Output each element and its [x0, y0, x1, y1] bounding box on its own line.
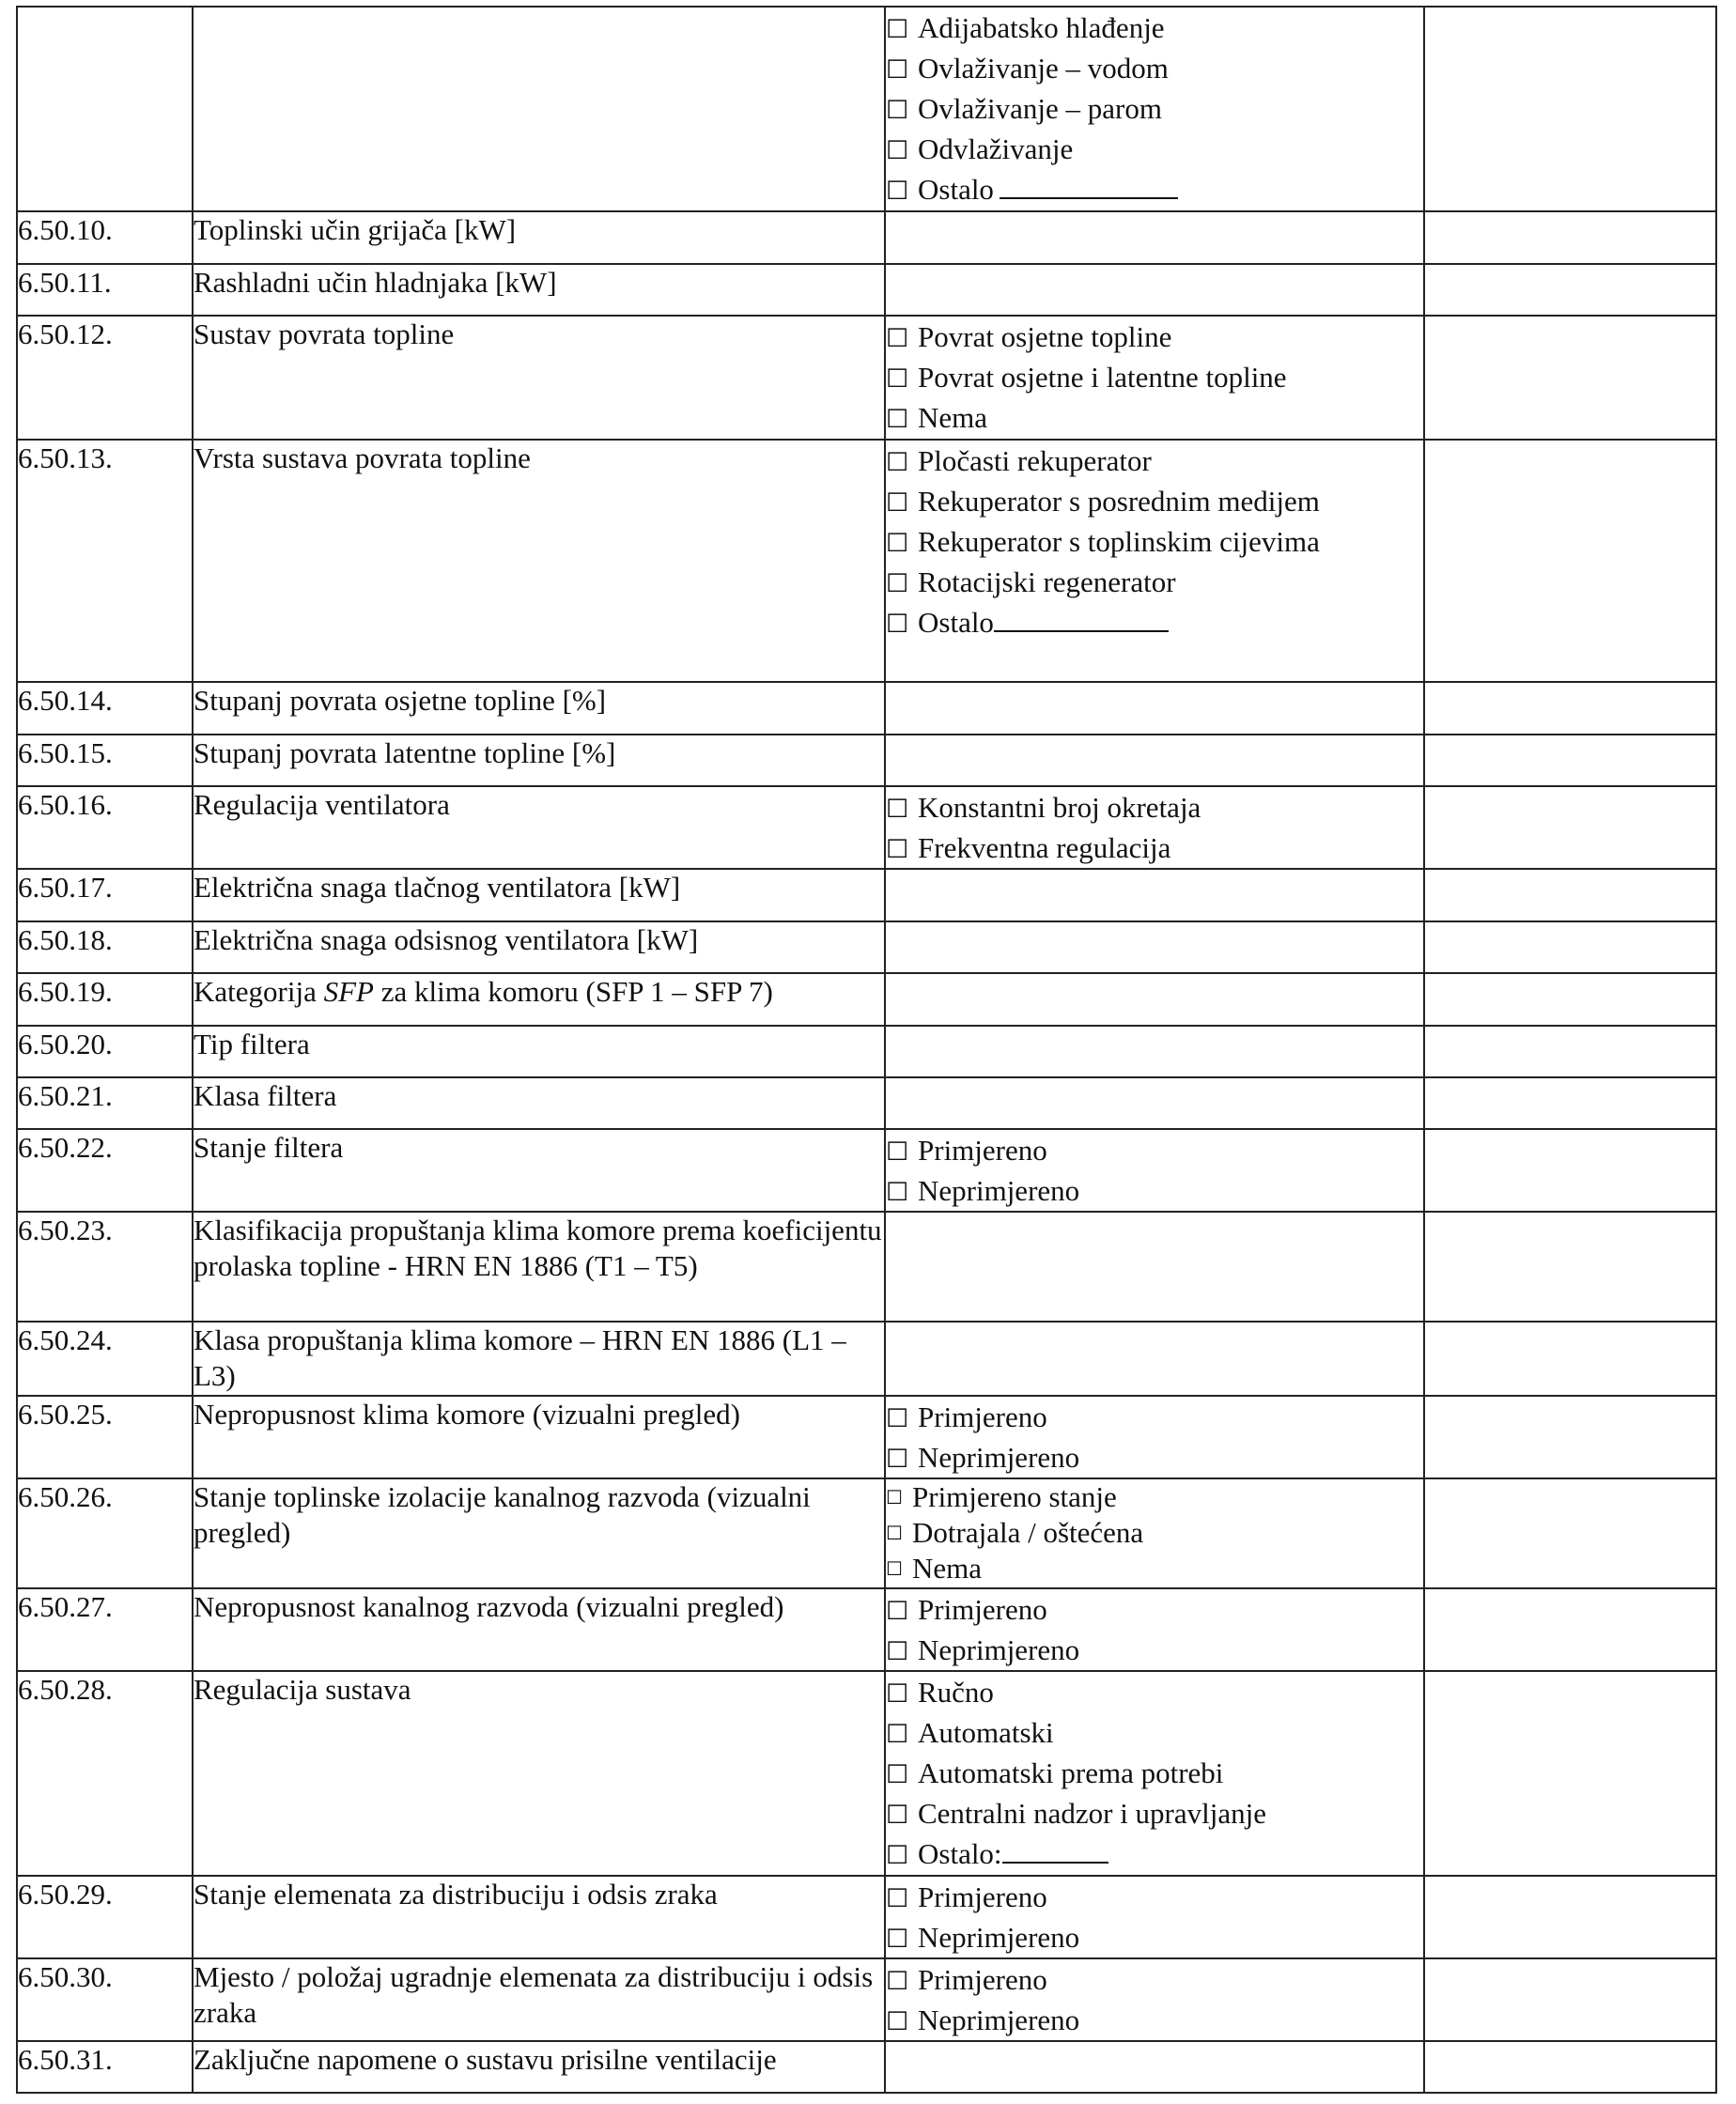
- item-description-text: Kategorija: [194, 975, 324, 1008]
- item-notes-cell[interactable]: [1424, 1129, 1716, 1212]
- item-description: Vrsta sustava povrata topline: [193, 440, 885, 682]
- item-description: Tip filtera: [193, 1026, 885, 1077]
- checkbox-icon[interactable]: ☐: [886, 1841, 909, 1870]
- checkbox-option[interactable]: [886, 2000, 1423, 2040]
- table-row: [17, 1876, 1716, 1958]
- table-row: [17, 316, 1716, 440]
- checkbox-label: Konstantni broj okretaja: [918, 791, 1201, 824]
- item-description-italic: SFP: [323, 975, 374, 1008]
- checkbox-icon[interactable]: ☐: [886, 136, 909, 165]
- item-number: 6.50.26.: [17, 1478, 193, 1588]
- item-number: 6.50.10.: [17, 211, 193, 264]
- item-description: Klasa propuštanja klima komore – HRN EN 1886 (L1 – L3): [193, 1322, 885, 1396]
- checkbox-label: Ovlaživanje – vodom: [918, 52, 1169, 85]
- item-description: Stanje filtera: [193, 1129, 885, 1212]
- item-notes-cell[interactable]: [1424, 921, 1716, 973]
- item-description: Nepropusnost kanalnog razvoda (vizualni pregled): [193, 1588, 885, 1671]
- checkbox-option[interactable]: [886, 1793, 1423, 1833]
- item-notes-cell[interactable]: [1424, 2041, 1716, 2093]
- item-notes-cell[interactable]: [1424, 7, 1716, 211]
- item-description: Rashladni učin hladnjaka [kW]: [193, 264, 885, 316]
- item-number: 6.50.21.: [17, 1077, 193, 1129]
- checkbox-label: Centralni nadzor i upravljanje: [918, 1797, 1267, 1830]
- item-description: Regulacija sustava: [193, 1671, 885, 1876]
- table-row: [17, 682, 1716, 735]
- item-description: Stupanj povrata osjetne topline [%]: [193, 682, 885, 735]
- checkbox-label: Neprimjereno: [918, 1921, 1080, 1954]
- item-number: 6.50.19.: [17, 973, 193, 1026]
- checkbox-label: Rotacijski regenerator: [918, 565, 1176, 598]
- item-options: [885, 1958, 1424, 2041]
- item-number: 6.50.20.: [17, 1026, 193, 1077]
- checkbox-option[interactable]: [886, 1437, 1423, 1477]
- item-number: 6.50.22.: [17, 1129, 193, 1212]
- checkbox-icon[interactable]: ☐: [886, 96, 909, 125]
- item-number: 6.50.18.: [17, 921, 193, 973]
- checkbox-option[interactable]: [886, 88, 1423, 129]
- table-row: [17, 1671, 1716, 1876]
- checkbox-option[interactable]: [886, 1712, 1423, 1753]
- checkbox-icon[interactable]: ☐: [886, 1557, 903, 1580]
- table-body: [17, 7, 1716, 2093]
- checkbox-icon[interactable]: ☐: [886, 795, 909, 824]
- checkbox-icon[interactable]: ☐: [886, 1801, 909, 1830]
- checkbox-label: Dotrajala / oštećena: [912, 1516, 1144, 1549]
- table-row: [17, 1958, 1716, 2041]
- checkbox-label: Primjereno: [918, 1134, 1047, 1167]
- checkbox-icon[interactable]: ☐: [886, 364, 909, 394]
- checkbox-label: Povrat osjetne i latentne topline: [918, 361, 1287, 394]
- table-row: [17, 1129, 1716, 1212]
- checkbox-option[interactable]: [886, 1130, 1423, 1170]
- item-options: [885, 316, 1424, 440]
- item-options: [885, 735, 1424, 786]
- item-options: [885, 264, 1424, 316]
- item-number: 6.50.27.: [17, 1588, 193, 1671]
- checkbox-option[interactable]: [886, 562, 1423, 602]
- table-row: [17, 264, 1716, 316]
- checkbox-icon[interactable]: ☐: [886, 529, 909, 558]
- checkbox-option[interactable]: [886, 1551, 1423, 1586]
- table-row: [17, 973, 1716, 1026]
- table-row: [17, 440, 1716, 682]
- checkbox-icon[interactable]: ☐: [886, 835, 909, 864]
- item-options: [885, 973, 1424, 1026]
- checkbox-label: Automatski prema potrebi: [918, 1756, 1224, 1789]
- checkbox-option[interactable]: [886, 481, 1423, 521]
- item-description: Stupanj povrata latentne topline [%]: [193, 735, 885, 786]
- checkbox-icon[interactable]: ☐: [886, 15, 909, 44]
- item-options: [885, 921, 1424, 973]
- checkbox-icon[interactable]: ☐: [886, 1637, 909, 1666]
- item-number: 6.50.13.: [17, 440, 193, 682]
- item-notes-cell[interactable]: [1424, 211, 1716, 264]
- checkbox-label: Ovlaživanje – parom: [918, 92, 1162, 125]
- checkbox-label: Nema: [918, 401, 988, 434]
- checkbox-label: Primjereno: [918, 1880, 1047, 1913]
- table-row: [17, 7, 1716, 211]
- item-notes-cell[interactable]: [1424, 869, 1716, 921]
- table-row: [17, 211, 1716, 264]
- table-row: [17, 1026, 1716, 1077]
- checkbox-option[interactable]: [886, 169, 1423, 209]
- checkbox-icon[interactable]: ☐: [886, 1967, 909, 1996]
- item-description: Električna snaga odsisnog ventilatora [kW]: [193, 921, 885, 973]
- checkbox-icon[interactable]: ☐: [886, 1445, 909, 1474]
- checkbox-label: Rekuperator s posrednim medijem: [918, 485, 1320, 518]
- checkbox-option[interactable]: [886, 1479, 1423, 1515]
- checkbox-label: Adijabatsko hlađenje: [918, 11, 1165, 44]
- checkbox-label: Neprimjereno: [918, 2003, 1080, 2036]
- item-notes-cell[interactable]: [1424, 316, 1716, 440]
- checkbox-option[interactable]: [886, 8, 1423, 48]
- item-number: [17, 7, 193, 211]
- checkbox-label: Rekuperator s toplinskim cijevima: [918, 525, 1320, 558]
- item-options: [885, 1478, 1424, 1588]
- item-options: [885, 1322, 1424, 1396]
- item-number: 6.50.23.: [17, 1212, 193, 1322]
- checkbox-label: Ostalo: [918, 606, 994, 639]
- checkbox-icon[interactable]: ☐: [886, 1925, 909, 1954]
- item-options: [885, 1588, 1424, 1671]
- item-number: 6.50.12.: [17, 316, 193, 440]
- checkbox-icon[interactable]: ☐: [886, 1597, 909, 1626]
- checkbox-label: Primjereno: [918, 1593, 1047, 1626]
- checkbox-icon[interactable]: ☐: [886, 488, 909, 518]
- item-number: 6.50.30.: [17, 1958, 193, 2041]
- item-options: [885, 1129, 1424, 1212]
- table-row: [17, 921, 1716, 973]
- item-description: Zaključne napomene o sustavu prisilne ventilacije: [193, 2041, 885, 2093]
- item-options: [885, 1026, 1424, 1077]
- item-notes-cell[interactable]: [1424, 682, 1716, 735]
- checkbox-icon[interactable]: ☐: [886, 2007, 909, 2036]
- checkbox-option[interactable]: [886, 1170, 1423, 1211]
- item-notes-cell[interactable]: [1424, 1478, 1716, 1588]
- checkbox-label: Odvlaživanje: [918, 132, 1074, 165]
- checkbox-label: Automatski: [918, 1716, 1054, 1749]
- table-row: [17, 1322, 1716, 1396]
- item-description: Električna snaga tlačnog ventilatora [kW]: [193, 869, 885, 921]
- item-notes-cell[interactable]: [1424, 1396, 1716, 1478]
- table-row: [17, 869, 1716, 921]
- item-options: [885, 1671, 1424, 1876]
- item-description: [193, 7, 885, 211]
- checkbox-option[interactable]: [886, 1917, 1423, 1957]
- item-notes-cell[interactable]: [1424, 735, 1716, 786]
- item-options: [885, 1077, 1424, 1129]
- item-description: Klasifikacija propuštanja klima komore prema koeficijentu prolaska topline - HRN EN 1886 (T1 – T5): [193, 1212, 885, 1322]
- checkbox-label: Ručno: [918, 1676, 994, 1709]
- item-notes-cell[interactable]: [1424, 264, 1716, 316]
- checkbox-icon[interactable]: ☐: [886, 1404, 909, 1433]
- checkbox-icon[interactable]: ☐: [886, 1884, 909, 1913]
- checkbox-label: Primjereno: [918, 1963, 1047, 1996]
- other-blank-line[interactable]: [1000, 171, 1178, 199]
- checkbox-option[interactable]: [886, 602, 1423, 642]
- checkbox-option[interactable]: [886, 129, 1423, 169]
- item-description: Mjesto / položaj ugradnje elemenata za distribuciju i odsis zraka: [193, 1958, 885, 2041]
- checkbox-icon[interactable]: ☐: [886, 1679, 909, 1709]
- item-notes-cell[interactable]: [1424, 1322, 1716, 1396]
- item-options: [885, 1876, 1424, 1958]
- checkbox-label: Neprimjereno: [918, 1441, 1080, 1474]
- checkbox-label: Nema: [912, 1552, 983, 1585]
- item-notes-cell[interactable]: [1424, 1026, 1716, 1077]
- item-number: 6.50.29.: [17, 1876, 193, 1958]
- checkbox-label: Frekventna regulacija: [918, 831, 1171, 864]
- checkbox-icon[interactable]: ☐: [886, 610, 909, 639]
- checkbox-label: Primjereno: [918, 1400, 1047, 1433]
- checkbox-icon[interactable]: ☐: [886, 177, 909, 206]
- table-row: [17, 2041, 1716, 2093]
- item-description: Stanje toplinske izolacije kanalnog razvoda (vizualni pregled): [193, 1478, 885, 1588]
- checkbox-option[interactable]: [886, 1672, 1423, 1712]
- checkbox-option[interactable]: [886, 1397, 1423, 1437]
- item-number: 6.50.24.: [17, 1322, 193, 1396]
- checkbox-label: Povrat osjetne topline: [918, 320, 1172, 353]
- table-row: [17, 1212, 1716, 1322]
- checkbox-option[interactable]: [886, 441, 1423, 481]
- item-description: Toplinski učin grijača [kW]: [193, 211, 885, 264]
- item-number: 6.50.14.: [17, 682, 193, 735]
- checkbox-icon[interactable]: ☐: [886, 569, 909, 598]
- checkbox-option[interactable]: [886, 1589, 1423, 1630]
- other-blank-line[interactable]: [1002, 1835, 1108, 1864]
- item-description: Stanje elemenata za distribuciju i odsis zraka: [193, 1876, 885, 1958]
- checkbox-icon[interactable]: ☐: [886, 448, 909, 477]
- checkbox-label: Neprimjereno: [918, 1633, 1080, 1666]
- checkbox-icon[interactable]: ☐: [886, 55, 909, 85]
- item-options: [885, 211, 1424, 264]
- item-description: [193, 973, 885, 1026]
- checkbox-label: Primjereno stanje: [912, 1480, 1117, 1513]
- checkbox-label: Ostalo: [918, 173, 994, 206]
- item-notes-cell[interactable]: [1424, 1958, 1716, 2041]
- table-row: [17, 1077, 1716, 1129]
- table-row: [17, 786, 1716, 869]
- checkbox-icon[interactable]: ☐: [886, 1720, 909, 1749]
- item-notes-cell[interactable]: [1424, 973, 1716, 1026]
- item-options: [885, 7, 1424, 211]
- other-blank-line[interactable]: [994, 604, 1169, 632]
- checkbox-icon[interactable]: ☐: [886, 1486, 903, 1508]
- checkbox-option[interactable]: [886, 317, 1423, 357]
- item-number: 6.50.31.: [17, 2041, 193, 2093]
- item-options: [885, 682, 1424, 735]
- item-description: Sustav povrata topline: [193, 316, 885, 440]
- item-description-text: za klima komoru (SFP 1 – SFP 7): [373, 975, 773, 1008]
- checkbox-option[interactable]: [886, 1833, 1423, 1874]
- item-options: [885, 869, 1424, 921]
- checkbox-option[interactable]: [886, 357, 1423, 397]
- checkbox-label: Ostalo:: [918, 1837, 1002, 1870]
- item-description: Nepropusnost klima komore (vizualni pregled): [193, 1396, 885, 1478]
- item-description: Klasa filtera: [193, 1077, 885, 1129]
- checkbox-label: Neprimjereno: [918, 1174, 1080, 1207]
- item-options: [885, 1396, 1424, 1478]
- item-notes-cell[interactable]: [1424, 786, 1716, 869]
- item-notes-cell[interactable]: [1424, 1212, 1716, 1322]
- checkbox-option[interactable]: [886, 828, 1423, 868]
- item-number: 6.50.28.: [17, 1671, 193, 1876]
- checkbox-option[interactable]: [886, 1959, 1423, 2000]
- table-row: [17, 735, 1716, 786]
- checkbox-option[interactable]: [886, 1753, 1423, 1793]
- checkbox-icon[interactable]: ☐: [886, 1522, 903, 1544]
- item-options: [885, 2041, 1424, 2093]
- checkbox-option[interactable]: [886, 1877, 1423, 1917]
- checkbox-option[interactable]: [886, 1630, 1423, 1670]
- checkbox-option[interactable]: [886, 48, 1423, 88]
- checkbox-option[interactable]: [886, 1515, 1423, 1551]
- checkbox-option[interactable]: [886, 397, 1423, 438]
- checkbox-icon[interactable]: ☐: [886, 1137, 909, 1167]
- item-notes-cell[interactable]: [1424, 440, 1716, 682]
- checkbox-icon[interactable]: ☐: [886, 1178, 909, 1207]
- checkbox-option[interactable]: [886, 787, 1423, 828]
- table-row: [17, 1588, 1716, 1671]
- table-row: [17, 1478, 1716, 1588]
- checkbox-label: Pločasti rekuperator: [918, 444, 1152, 477]
- item-options: [885, 786, 1424, 869]
- checkbox-icon[interactable]: ☐: [886, 405, 909, 434]
- item-number: 6.50.11.: [17, 264, 193, 316]
- checkbox-option[interactable]: [886, 521, 1423, 562]
- item-notes-cell[interactable]: [1424, 1671, 1716, 1876]
- item-notes-cell[interactable]: [1424, 1876, 1716, 1958]
- item-number: 6.50.16.: [17, 786, 193, 869]
- checkbox-icon[interactable]: ☐: [886, 1760, 909, 1789]
- item-number: 6.50.15.: [17, 735, 193, 786]
- ventilation-inspection-table: [16, 6, 1717, 2094]
- checkbox-icon[interactable]: ☐: [886, 324, 909, 353]
- item-notes-cell[interactable]: [1424, 1077, 1716, 1129]
- table-row: [17, 1396, 1716, 1478]
- item-options: [885, 440, 1424, 682]
- item-number: 6.50.25.: [17, 1396, 193, 1478]
- item-options: [885, 1212, 1424, 1322]
- item-description: Regulacija ventilatora: [193, 786, 885, 869]
- item-notes-cell[interactable]: [1424, 1588, 1716, 1671]
- item-number: 6.50.17.: [17, 869, 193, 921]
